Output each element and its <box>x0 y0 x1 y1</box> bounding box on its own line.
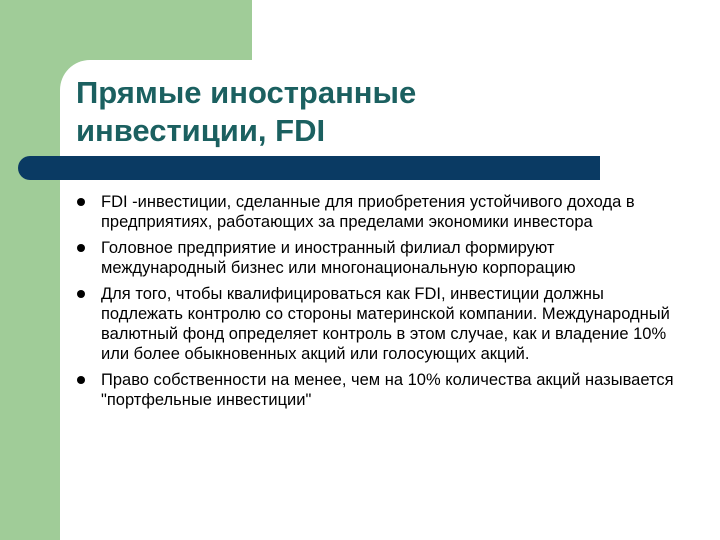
bullet-item-fdi-definition <box>76 192 676 232</box>
bullet-text: Головное предприятие и иностранный филиал формируют международный бизнес или многонациональную корпорацию <box>101 239 576 277</box>
bullet-text: FDI -инвестиции, сделанные для приобретения устойчивого дохода в предприятиях, работающих за пределами экономики инвестора <box>101 193 635 231</box>
bullet-text: Для того, чтобы квалифицироваться как FDI, инвестиции должны подлежать контролю со стороны материнской компании. Международный валютный фонд определяет контроль в этом случае, как и владение 10% или более обыкновенных акций или голосующих акций. <box>101 285 670 363</box>
bullet-dot-icon <box>77 198 85 206</box>
bullet-dot-icon <box>77 376 85 384</box>
bullet-list <box>76 192 676 416</box>
bullet-item-portfolio <box>76 370 676 410</box>
slide-title-line-1: Прямые иностранные <box>76 75 417 110</box>
decorative-green-strip-left <box>0 0 60 540</box>
bullet-item-parent-affiliate <box>76 238 676 278</box>
slide-title <box>76 74 636 150</box>
bullet-item-qualification <box>76 284 676 364</box>
slide-title-line-2: инвестиции, FDI <box>76 113 326 148</box>
bullet-text: Право собственности на менее, чем на 10% количества акций называется "портфельные инвестиции" <box>101 371 674 409</box>
bullet-dot-icon <box>77 290 85 298</box>
bullet-dot-icon <box>77 244 85 252</box>
title-underline-bar <box>18 156 600 180</box>
